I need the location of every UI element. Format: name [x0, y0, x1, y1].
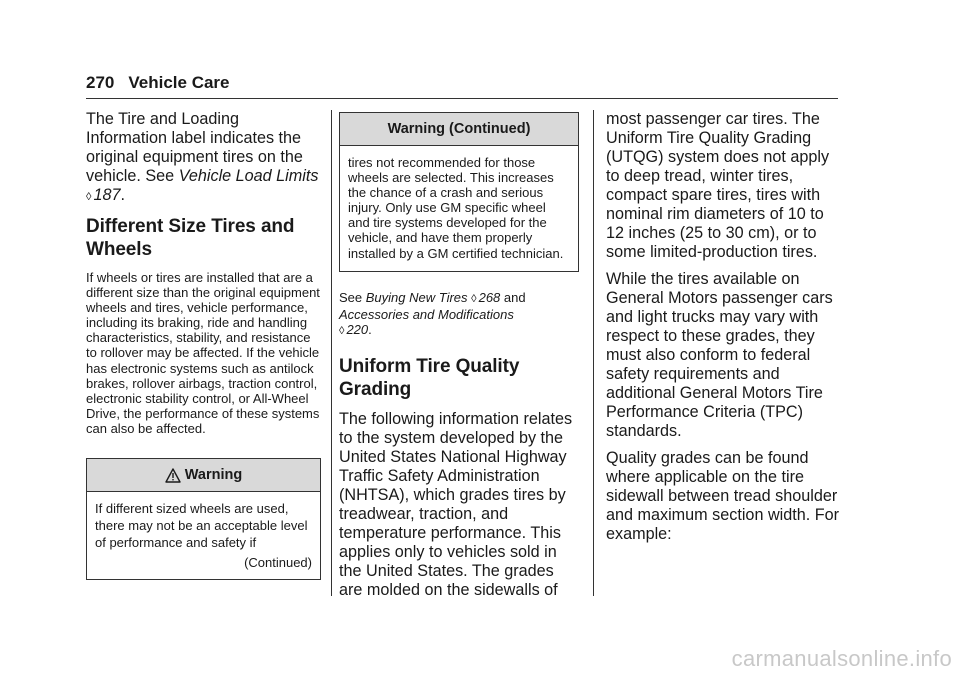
utqg-paragraph-1: most passenger car tires. The Uniform Tire Quality Grading (UTQG) system does not apply to deep tread, winter tires, compact spare tires, tires with nominal rim diameters of 10 to 12 inches (25 to 30 cm), or to some limited-production tires.: [606, 110, 830, 261]
and-text: and: [503, 289, 526, 305]
warning-box: [86, 458, 321, 580]
warning-continued-header: Warning (Continued): [340, 113, 578, 146]
page-ref-icon: ◊: [471, 292, 477, 305]
heading-utqg: Uniform Tire Quality Grading: [339, 355, 520, 400]
utqg-paragraph-3: Quality grades can be found where applicable on the tire sidewall between tread shoulder and maximum section width. For example:: [606, 449, 840, 543]
intro-end: .: [120, 186, 125, 204]
column-1: [86, 110, 321, 580]
warning-body: [87, 492, 320, 579]
ref-vehicle-load-limits[interactable]: Vehicle Load Limits: [178, 167, 319, 185]
see-also-paragraph: [339, 290, 579, 339]
utqg-body: The following information relates to the system developed by the United States National Highway Traffic Safety Administration (NHTSA), which grades tires by treadwear, traction, and temperature performance. This applies only to vehicles sold in the United States. The grades are molded on the sidewalls of: [339, 409, 573, 599]
utqg-paragraph-2: While the tires available on General Motors passenger cars and light trucks may vary with respect to these grades, they must also conform to federal safety requirements and additional General Motors Tire Performance Criteria (TPC) standards.: [606, 270, 833, 440]
ref-page-220[interactable]: 220: [346, 321, 369, 337]
header-rule: [86, 98, 838, 99]
ref-buying-new-tires[interactable]: Buying New Tires: [365, 289, 468, 305]
column-2: [339, 110, 579, 608]
column-divider-1: [331, 110, 332, 596]
column-3: [606, 110, 842, 552]
intro-paragraph: [86, 110, 321, 207]
ref-page-268[interactable]: 268: [478, 289, 501, 305]
see-end: .: [368, 321, 372, 337]
page-ref-icon: ◊: [86, 191, 92, 203]
page-number: 270: [86, 73, 115, 92]
section-title: Vehicle Care: [128, 73, 230, 92]
page-ref-icon: ◊: [339, 324, 345, 337]
ref-accessories-modifications[interactable]: Accessories and Modifications: [339, 306, 514, 322]
warning-text: If different sized wheels are used, there may not be an acceptable level of performance and safety if: [95, 501, 308, 551]
column-divider-2: [593, 110, 594, 596]
page-header: [86, 73, 230, 93]
heading-different-size-tires: Different Size Tires and Wheels: [86, 216, 295, 260]
intro-text: The Tire and Loading Information label indicates the original equipment tires on the vehicle. See: [86, 110, 303, 185]
warning-continued-body: tires not recommended for those wheels are selected. This increases the chance of a crash and serious injury. Only use GM specific wheel and tire systems developed for the vehicle, and have them properly installed by a GM certified technician.: [348, 155, 564, 261]
ref-page-187[interactable]: 187: [93, 186, 121, 204]
warning-continued-box: [339, 112, 579, 272]
warning-triangle-icon: [165, 468, 181, 483]
warning-title: Warning: [184, 467, 243, 484]
warning-header: [87, 459, 320, 492]
different-size-body: If wheels or tires are installed that are a different size than the original equipment wheels and tires, vehicle performance, including its braking, ride and handling characteristics, stability, and resistance to rollover may be affected. If the vehicle has electronic systems such as antilock brakes, rollover airbags, traction control, electronic stability control, or All-Wheel Drive, the performance of these systems can also be affected.: [86, 270, 320, 436]
continued-label: (Continued): [244, 555, 312, 571]
watermark: carmanualsonline.info: [731, 646, 952, 671]
see-text: See: [339, 289, 363, 305]
